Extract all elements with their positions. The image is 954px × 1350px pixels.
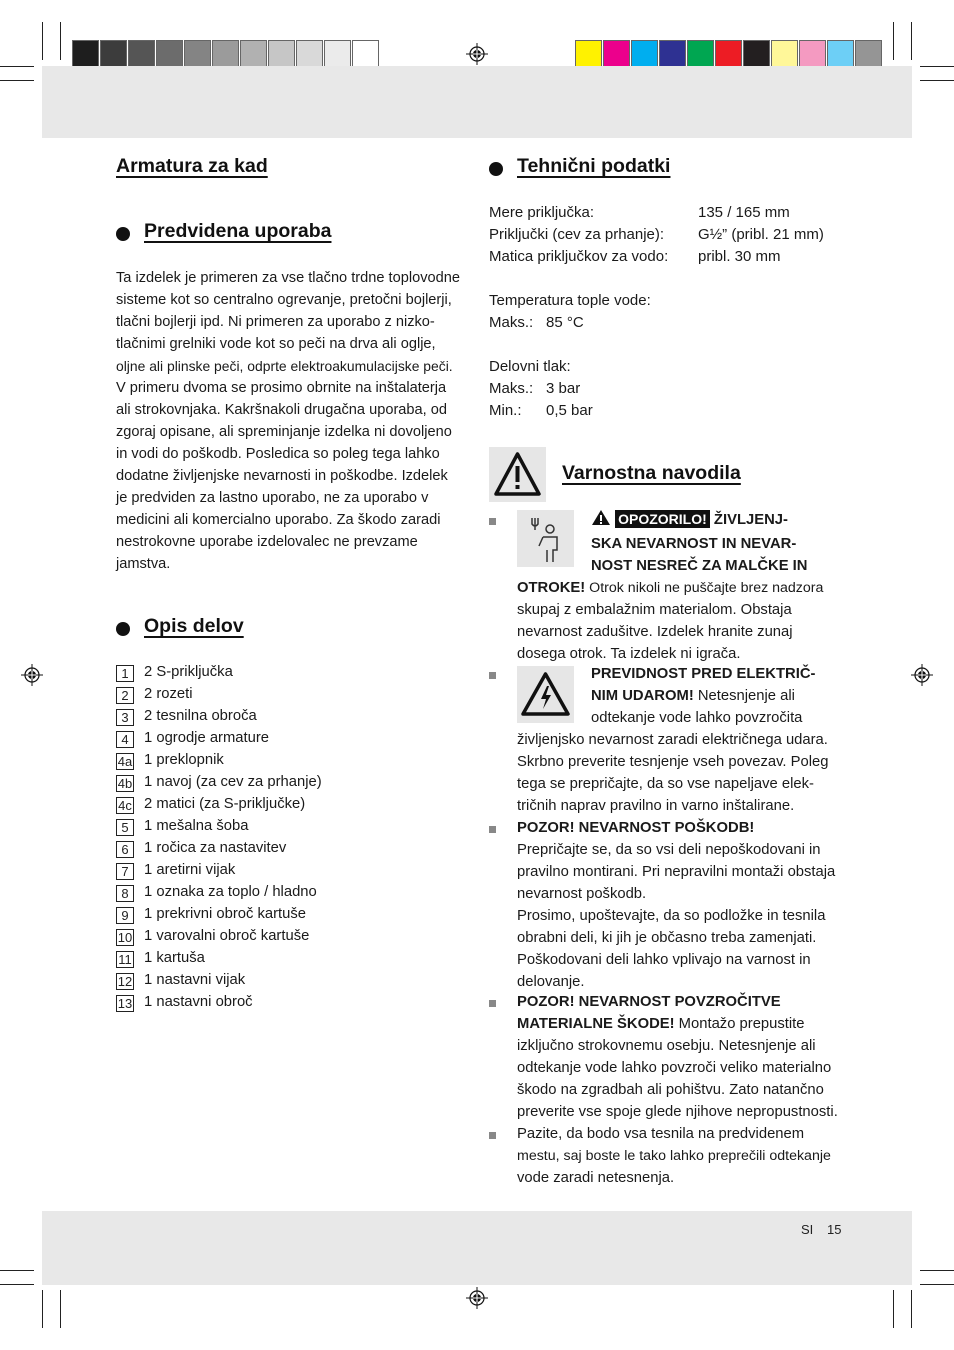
part-number: 1 [116,665,134,682]
part-text: 1 prekrivni obroč kartuše [144,906,307,922]
part-number: 4 [116,731,134,748]
bullet-dot [116,227,130,241]
tech-value: 135 / 165 mm [698,204,790,221]
safety-warning-icon [489,447,546,502]
part-number: 4a [117,754,133,769]
bullet-square [489,1000,496,1007]
bullet-dot [489,162,503,176]
bullet-square [489,672,496,679]
registration-mark-icon [466,43,488,65]
part-text: 2 rozeti [144,686,193,702]
gray-swatch [128,40,155,69]
part-number: 8 [116,885,134,902]
warning-triangle-icon [591,509,611,533]
parts-heading: Opis delov [144,615,244,637]
header-band [42,66,912,138]
page-number: 15 [827,1222,842,1237]
crop-mark [893,22,894,60]
intended-use-text: Ta izdelek je primeren za vse tlačno trdne toplovodne sisteme kot so centralno ogrevanje, pretočni bojlerji, tlačni bojlerji ipd. Ni primeren za uporabo z nizko- tlačnimi grelniki vode kot so peči na drva ali oglje, oljne ali plinske peči, odprte elektroakumulacijske peči. V primeru dvoma se prosimo obrnite na inštalaterja ali strokovnjaka. Kakršnakoli drugačna uporaba, od zgoraj opisane, ali spreminjanje izdelka ni dovoljeno in vodi do poškodb. Posledica so poleg tega lahko dodatne življenjske nevarnosti in poškodbe. Izdelek je predviden za lastno uporabo, ne za uporabo v medicini ali komercialno uporabo. Za škodo zaradi nestrokovne uporabe izdelovalec ne prevzame jamstva. [116,270,460,572]
registration-mark-icon [911,664,933,686]
crop-mark [911,1290,912,1328]
tech-label: Priključki (cev za prhanje): [489,226,665,243]
part-text: 1 nastavni obroč [144,994,253,1010]
part-number: 4c [116,797,134,814]
tech-value: pribl. 30 mm [698,248,781,265]
color-swatch [799,40,826,69]
part-text: 2 tesnilna obroča [144,708,257,724]
safety-item-injury: POZOR! NEVARNOST POŠKODB! Prepričajte se, da so vsi deli nepoškodovani in pravilno montirani. Pri nepravilni montaži obstaja nevarnost poškodb. Prosimo, upoštevajte, da so podložke in tesnila obrabni deli, ki jih je občasno treba zamenjati. Poškodovani deli lahko vplivajo na varnost in delovanje. [517,820,836,990]
temp-max-label: Maks.: [489,314,534,331]
crop-mark [0,1284,34,1285]
part-number: 9 [116,907,134,924]
gray-swatch [212,40,239,69]
crop-mark [911,22,912,60]
crop-mark [0,66,34,67]
tech-value: G½” (pribl. 21 mm) [698,226,824,243]
crop-mark [42,1290,43,1328]
color-swatch [603,40,630,69]
gray-swatch [324,40,351,69]
part-text: 2 matici (za S-priključke) [144,796,306,812]
footer-band [42,1211,912,1285]
crop-mark [920,1270,954,1271]
color-swatch [659,40,686,69]
crop-mark [0,80,34,81]
part-number: 6 [116,841,134,858]
crop-mark [0,1270,34,1271]
part-text: 1 aretirni vijak [144,862,236,878]
registration-mark-icon [21,664,43,686]
part-number: 13 [117,996,133,1011]
part-text: 1 ročica za nastavitev [144,840,287,856]
safety-heading: Varnostna navodila [562,462,741,484]
part-text: 2 S-priključka [144,664,233,680]
safety-item-seals: Pazite, da bodo vsa tesnila na predvidenem mestu, saj boste le tako lahko preprečili odtekanje vode zaradi netesnenja. [517,1126,831,1186]
tech-label: Matica priključkov za vodo: [489,248,669,265]
crop-mark [60,22,61,60]
tech-heading: Tehnični podatki [517,155,671,177]
pressure-max-value: 3 bar [546,380,581,397]
crop-mark [60,1290,61,1328]
registration-mark-icon [466,1287,488,1309]
temp-label: Temperatura tople vode: [489,292,651,309]
part-text: 1 nastavni vijak [144,972,246,988]
color-swatch [771,40,798,69]
part-number: 12 [117,974,133,989]
part-number: 3 [116,709,134,726]
pressure-min-label: Min.: [489,402,522,419]
color-swatch [575,40,602,69]
safety-item-electric: PREVIDNOST PRED ELEKTRIČ- NIM UDAROM! Netesnjenje ali odtekanje vode lahko povzročita življenjsko nevarnost zaradi električnega udara. Skrbno preverite tesnjenje vseh povezav. Poleg tega se prepričajte, da so vse napeljave elek- tričnih naprav pravilno in varno inštalirane. [517,666,829,814]
pressure-max-label: Maks.: [489,380,534,397]
bullet-square [489,1132,496,1139]
pressure-min-value: 0,5 bar [546,402,593,419]
gray-swatch [352,40,379,69]
part-number: 4b [117,776,133,791]
intended-use-heading: Predvidena uporaba [144,220,332,242]
pressure-label: Delovni tlak: [489,358,571,375]
color-swatch [715,40,742,69]
tech-label: Mere priključka: [489,204,595,221]
part-text: 1 preklopnik [144,752,224,768]
crop-mark [893,1290,894,1328]
gray-swatch [240,40,267,69]
color-swatch [743,40,770,69]
color-swatch [631,40,658,69]
footer-language: SI [801,1222,814,1237]
part-number: 2 [116,687,134,704]
crop-mark [920,66,954,67]
crop-mark [920,80,954,81]
part-text: 1 varovalni obroč kartuše [144,928,310,944]
gray-swatch [184,40,211,69]
color-swatch [827,40,854,69]
part-text: 1 mešalna šoba [144,818,249,834]
gray-swatch [72,40,99,69]
crop-mark [920,1284,954,1285]
gray-swatch [100,40,127,69]
crop-mark [42,22,43,60]
temp-max-value: 85 °C [546,314,584,331]
warning-badge: OPOZORILO! [615,510,710,528]
part-number: 5 [116,819,134,836]
part-text: 1 oznaka za toplo / hladno [144,884,317,900]
part-text: 1 navoj (za cev za prhanje) [144,774,322,790]
bullet-square [489,518,496,525]
part-text: 1 ogrodje armature [144,730,270,746]
main-title: Armatura za kad [116,155,268,177]
part-number: 7 [116,863,134,880]
part-number: 11 [116,951,134,968]
part-text: 1 kartuša [144,950,205,966]
color-swatch [855,40,882,69]
color-swatch [687,40,714,69]
bullet-dot [116,622,130,636]
part-number: 10 [117,930,133,945]
bullet-square [489,826,496,833]
gray-swatch [268,40,295,69]
safety-item-damage: POZOR! NEVARNOST POVZROČITVE MATERIALNE ŠKODE! Montažo prepustite izključno strokovnemu osebju. Netesnjenje ali odtekanje vode lahko povzroči veliko materialno škodo na zgradbah ali pohištvu. Zato natančno preverite vse spoje glede njihove nepropustnosti. [517,994,838,1120]
safety-item-child: OPOZORILO! ŽIVLJENJ- SKA NEVARNOST IN NEVAR- NOST NESREČ ZA MALČKE IN OTROKE! Otrok nikoli ne puščajte brez nadzora skupaj z embalažnim materialom. Obstaja nevarnost zadušitve. Izdelek hranite zunaj dosega otrok. Ta izdelek ni igrača. [517,511,824,662]
gray-swatch [156,40,183,69]
gray-swatch [296,40,323,69]
